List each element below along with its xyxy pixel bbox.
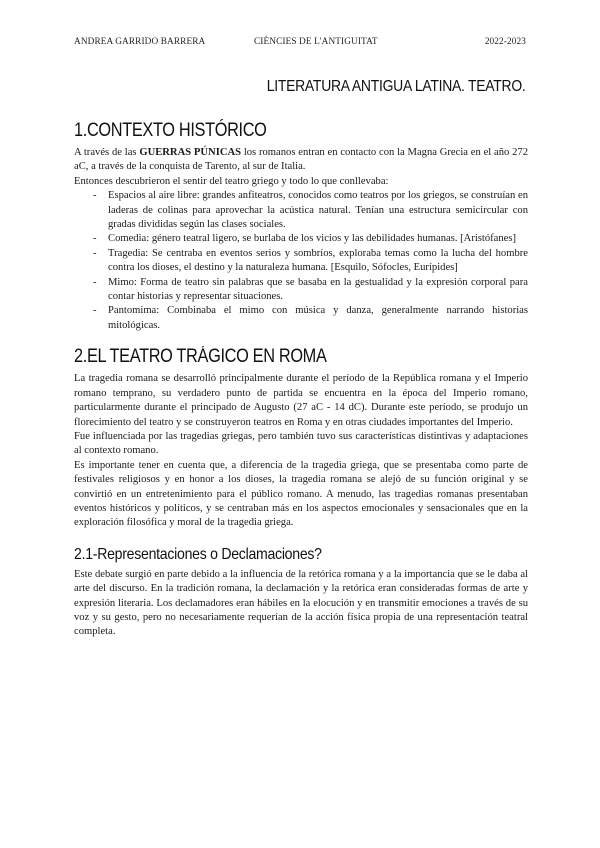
greek-theatre-features-list (74, 189, 528, 333)
section-2-1-heading: 2.1-Representaciones o Declamaciones? (74, 545, 322, 563)
list-item: - Espacios al aire libre: grandes anfiteatros, conocidos como teatros por los griegos, se construían en laderas de colinas para aprovechar la acústica natural. Tenían una estructura semicircular con gradas divididas según las clases sociales. (108, 189, 528, 232)
paragraph: La tragedia romana se desarrolló principalmente durante el período de la República romana y el Imperio romano temprano, su verdadero punto de partida se encuentra en la época del Imperio romano, particularmente durante el principado de Augusto (27 aC - 14 dC). Durante este período, se produjo un florecimiento del teatro y se construyeron teatros en Roma y en otras ciudades importantes del Imperio. (74, 373, 528, 428)
section-1-heading: 1.CONTEXTO HISTÓRICO (74, 120, 267, 141)
list-item: - Mimo: Forma de teatro sin palabras que se basaba en la gestualidad y la expresión corporal para contar historias y representar situaciones. (108, 276, 528, 305)
section-2-heading: 2.EL TEATRO TRÁGICO EN ROMA (74, 346, 327, 368)
paragraph: Este debate surgió en parte debido a la influencia de la retórica romana y a la importancia que se le daba al arte del discurso. En la tradición romana, la declamación y la retórica eran consideradas formas de arte y expresión literaria. Los declamadores eran hábiles en la elocución y en transmitir emociones a través de su voz y su gesto, pero no necesariamente requerían de la acción física propia de una representación teatral completa. (74, 568, 528, 638)
document-title: LITERATURA ANTIGUA LATINA. TEATRO. (267, 78, 526, 95)
paragraph: Fue influenciada por las tragedias griegas, pero también tuvo sus características distintivas y adaptaciones al contexto romano. (74, 430, 528, 457)
list-item: - Tragedia: Se centraba en eventos serios y sombríos, exploraba temas como la lucha del hombre contra los dioses, el destino y la naturaleza humana. [Esquilo, Sófocles, Eurípides] (108, 247, 528, 276)
header-year: 2022-2023 (484, 37, 526, 47)
document-body (74, 118, 528, 640)
guerras-punicas-highlight: GUERRAS PÚNICAS (139, 147, 242, 158)
list-item: - Pantomima: Combinaba el mimo con música y danza, generalmente narrando historias mitológicas. (108, 304, 528, 333)
section-teatro-tragico (74, 344, 528, 530)
header-author: ANDREA GARRIDO BARRERA (74, 37, 206, 47)
list-item: - Comedia: género teatral ligero, se burlaba de los vicios y las debilidades humanas. [Aristófanes] (108, 232, 528, 246)
intro-text-start: A través de las (74, 147, 140, 158)
section-representaciones (74, 544, 528, 640)
paragraph: Es importante tener en cuenta que, a diferencia de la tragedia griega, que se presentaba como parte de festivales religiosos y en honor a los dioses, la tragedia romana se alejó de su función original y se convirtió en un entretenimiento para el público romano. A menudo, las tragedias romanas presentaban eventos históricos y políticos, y se centraban más en los aspectos emocionales y sensacionales que en la exploración filosófica y moral de la tragedia griega. (74, 459, 528, 529)
page-header (74, 37, 526, 49)
section-1-lead: Entonces descubrieron el sentir del teatro griego y todo lo que conllevaba: (74, 175, 389, 187)
header-subject: CIÈNCIES DE L'ANTIGUITAT (254, 37, 378, 47)
intro-text-end: los romanos entran en contacto con la Magna Grecia en el año 272 aC, a través de la conquista de Tarento, al sur de Italia. (74, 147, 528, 173)
section-contexto-historico (74, 118, 528, 333)
section-1-intro (74, 146, 528, 175)
